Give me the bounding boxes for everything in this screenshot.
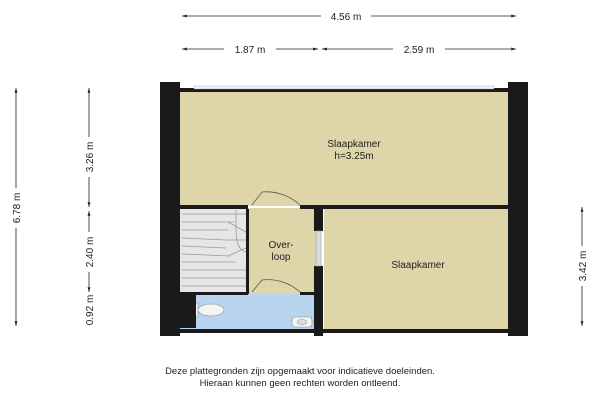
dimension-left-lower-label: 0.92 m [85,294,96,326]
landing-label-line2: loop [271,252,291,263]
dimension-left-lower [82,292,96,328]
wall-partition-upper [314,205,323,231]
wall-partition-lower [314,266,323,336]
dimension-left-total [9,88,23,326]
dimension-top-total-label: 4.56 m [330,12,362,23]
window-top [194,86,494,89]
dimension-top-right [322,43,516,56]
sink [292,317,312,327]
disclaimer-line1: Deze plattegronden zijn opgemaakt voor indicatieve doeleinden. [165,366,435,377]
wall-middle [300,205,508,209]
partition-opening [316,231,321,266]
wall-stair-top [180,205,248,209]
wall-bottom [180,329,508,333]
dimension-top-left [182,43,318,56]
dimension-top-left-label: 1.87 m [234,45,266,56]
dimension-top-right-label: 2.59 m [403,45,435,56]
dimension-right-lower [575,207,589,326]
wall-left [160,82,180,336]
wall-bath-top-right [300,292,316,295]
bedroom-large-height: h=3.25m [334,151,374,162]
disclaimer [0,366,600,390]
disclaimer-line2: Hieraan kunnen geen rechten worden ontleend. [199,378,401,389]
dimension-left-upper-label: 3.26 m [85,141,96,173]
dimension-left-middle [82,211,96,292]
bedroom-large-label: Slaapkamer [327,139,381,150]
dimension-top-total [182,10,516,23]
dimension-left-upper [82,88,96,207]
stairwell [180,208,248,294]
landing [248,208,316,294]
dimension-right-lower-label: 3.42 m [578,250,589,282]
landing-label-line1: Over- [268,240,294,251]
bedroom-small-label: Slaapkamer [391,260,445,271]
dimension-left-total-label: 6.78 m [12,192,23,224]
wall-stair-side [246,209,249,294]
wall-bath-left [180,292,196,328]
wall-right [508,82,528,336]
dimension-left-middle-label: 2.40 m [85,236,96,268]
